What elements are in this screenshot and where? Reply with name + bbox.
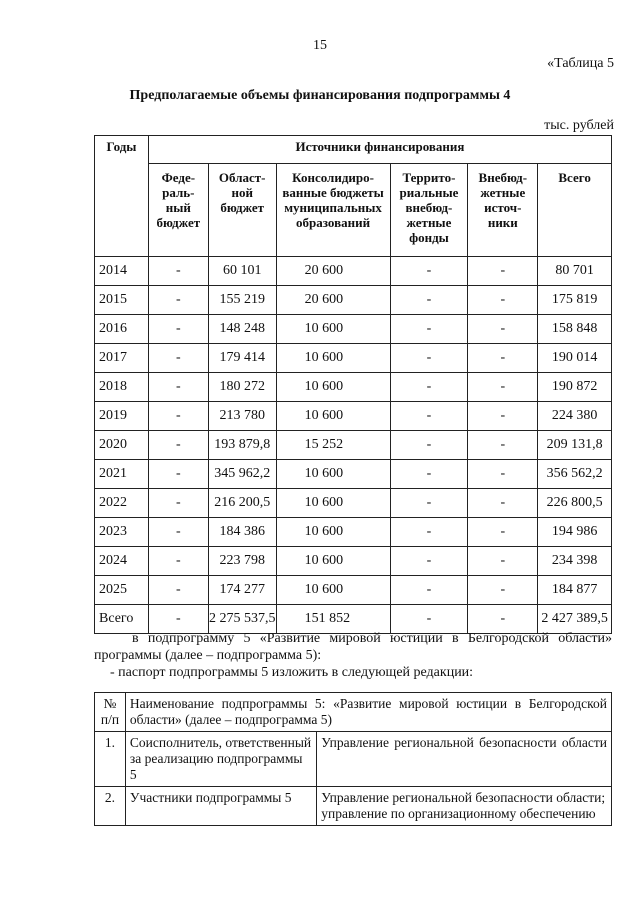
year-cell: Всего (95, 605, 149, 634)
total-cell: 190 872 (538, 373, 612, 402)
regional-cell: 155 219 (208, 286, 276, 315)
year-cell: 2019 (95, 402, 149, 431)
territorial-cell: - (390, 257, 468, 286)
federal-cell: - (148, 518, 208, 547)
year-cell: 2017 (95, 344, 149, 373)
regional-cell: 213 780 (208, 402, 276, 431)
municipal-cell: 10 600 (276, 460, 390, 489)
regional-cell: 2 275 537,5 (208, 605, 276, 634)
municipal-cell: 10 600 (276, 344, 390, 373)
year-cell: 2025 (95, 576, 149, 605)
regional-cell: 179 414 (208, 344, 276, 373)
extrabudget-cell: - (468, 489, 538, 518)
year-cell: 2016 (95, 315, 149, 344)
federal-cell: - (148, 344, 208, 373)
regional-cell: 184 386 (208, 518, 276, 547)
total-cell: 190 014 (538, 344, 612, 373)
total-cell: 184 877 (538, 576, 612, 605)
federal-cell: - (148, 315, 208, 344)
finance-table (94, 135, 612, 634)
table-row (95, 257, 612, 286)
extrabudget-cell: - (468, 286, 538, 315)
header-regional: Област- ной бюджет (208, 164, 276, 257)
table-title: Предполагаемые объемы финансирования подпрограммы 4 (129, 88, 511, 103)
territorial-cell: - (390, 518, 468, 547)
municipal-cell: 15 252 (276, 431, 390, 460)
extrabudget-cell: - (468, 576, 538, 605)
header-total: Всего (538, 164, 612, 257)
municipal-cell: 151 852 (276, 605, 390, 634)
table-row (95, 315, 612, 344)
federal-cell: - (148, 431, 208, 460)
regional-cell: 148 248 (208, 315, 276, 344)
header-sources: Источники финансирования (148, 136, 611, 164)
header-years: Годы (95, 136, 149, 257)
municipal-cell: 10 600 (276, 315, 390, 344)
total-cell: 226 800,5 (538, 489, 612, 518)
passport-header-num: № п/п (95, 693, 126, 732)
total-cell: 2 427 389,5 (538, 605, 612, 634)
year-cell: 2023 (95, 518, 149, 547)
municipal-cell: 10 600 (276, 576, 390, 605)
municipal-cell: 10 600 (276, 402, 390, 431)
total-cell: 158 848 (538, 315, 612, 344)
table-row (95, 286, 612, 315)
passport-header-name: Наименование подпрограммы 5: «Развитие мировой юстиции в Белгородской области» (далее – подпрограмма 5) (125, 693, 611, 732)
federal-cell: - (148, 286, 208, 315)
municipal-cell: 20 600 (276, 286, 390, 315)
territorial-cell: - (390, 547, 468, 576)
table-row (95, 489, 612, 518)
territorial-cell: - (390, 605, 468, 634)
year-cell: 2020 (95, 431, 149, 460)
extrabudget-cell: - (468, 315, 538, 344)
header-federal: Феде- раль- ный бюджет (148, 164, 208, 257)
year-cell: 2024 (95, 547, 149, 576)
extrabudget-cell: - (468, 605, 538, 634)
regional-cell: 180 272 (208, 373, 276, 402)
extrabudget-cell: - (468, 547, 538, 576)
federal-cell: - (148, 605, 208, 634)
regional-cell: 60 101 (208, 257, 276, 286)
passport-row-num: 1. (95, 732, 126, 787)
regional-cell: 345 962,2 (208, 460, 276, 489)
territorial-cell: - (390, 373, 468, 402)
passport-table (94, 692, 612, 826)
header-municipal: Консолидиро- ванные бюджеты муниципальных образований (276, 164, 390, 257)
table-row (95, 518, 612, 547)
regional-cell: 193 879,8 (208, 431, 276, 460)
regional-cell: 223 798 (208, 547, 276, 576)
year-cell: 2022 (95, 489, 149, 518)
territorial-cell: - (390, 315, 468, 344)
extrabudget-cell: - (468, 344, 538, 373)
year-cell: 2021 (95, 460, 149, 489)
year-cell: 2018 (95, 373, 149, 402)
extrabudget-cell: - (468, 402, 538, 431)
total-cell: 194 986 (538, 518, 612, 547)
federal-cell: - (148, 257, 208, 286)
municipal-cell: 10 600 (276, 518, 390, 547)
regional-cell: 174 277 (208, 576, 276, 605)
municipal-cell: 20 600 (276, 257, 390, 286)
total-cell: 175 819 (538, 286, 612, 315)
territorial-cell: - (390, 576, 468, 605)
table-row (95, 344, 612, 373)
municipal-cell: 10 600 (276, 373, 390, 402)
total-cell: 80 701 (538, 257, 612, 286)
table-row (95, 431, 612, 460)
territorial-cell: - (390, 286, 468, 315)
extrabudget-cell: - (468, 373, 538, 402)
federal-cell: - (148, 489, 208, 518)
table-label: «Таблица 5 (547, 56, 614, 71)
federal-cell: - (148, 460, 208, 489)
total-cell: 224 380 (538, 402, 612, 431)
passport-row-label: Соисполнитель, ответственный за реализацию подпрограммы 5 (125, 732, 316, 787)
federal-cell: - (148, 547, 208, 576)
paragraph-passport: - паспорт подпрограммы 5 изложить в следующей редакции: (110, 665, 474, 680)
year-cell: 2015 (95, 286, 149, 315)
total-cell: 234 398 (538, 547, 612, 576)
paragraph-subprogram-5: в подпрограмму 5 «Развитие мировой юстиции в Белгородской области» программы (далее – подпрограмма 5): (94, 631, 612, 663)
header-extrabudget: Внебюд- жетные источ- ники (468, 164, 538, 257)
extrabudget-cell: - (468, 257, 538, 286)
page-number: 15 (313, 38, 327, 53)
municipal-cell: 10 600 (276, 489, 390, 518)
total-cell: 209 131,8 (538, 431, 612, 460)
federal-cell: - (148, 373, 208, 402)
passport-row-value: Управление региональной безопасности области (317, 732, 612, 787)
units-label: тыс. рублей (544, 118, 614, 133)
territorial-cell: - (390, 431, 468, 460)
federal-cell: - (148, 402, 208, 431)
territorial-cell: - (390, 460, 468, 489)
regional-cell: 216 200,5 (208, 489, 276, 518)
municipal-cell: 10 600 (276, 547, 390, 576)
table-row (95, 460, 612, 489)
extrabudget-cell: - (468, 518, 538, 547)
table-row (95, 402, 612, 431)
total-cell: 356 562,2 (538, 460, 612, 489)
header-territorial: Террито- риальные внебюд- жетные фонды (390, 164, 468, 257)
extrabudget-cell: - (468, 460, 538, 489)
table-row (95, 576, 612, 605)
passport-row-num: 2. (95, 787, 126, 826)
passport-row-value: Управление региональной безопасности области; управление по организационному обеспечению (317, 787, 612, 826)
passport-row-label: Участники подпрограммы 5 (125, 787, 316, 826)
territorial-cell: - (390, 402, 468, 431)
territorial-cell: - (390, 344, 468, 373)
territorial-cell: - (390, 489, 468, 518)
table-row (95, 373, 612, 402)
federal-cell: - (148, 576, 208, 605)
extrabudget-cell: - (468, 431, 538, 460)
table-row (95, 547, 612, 576)
year-cell: 2014 (95, 257, 149, 286)
